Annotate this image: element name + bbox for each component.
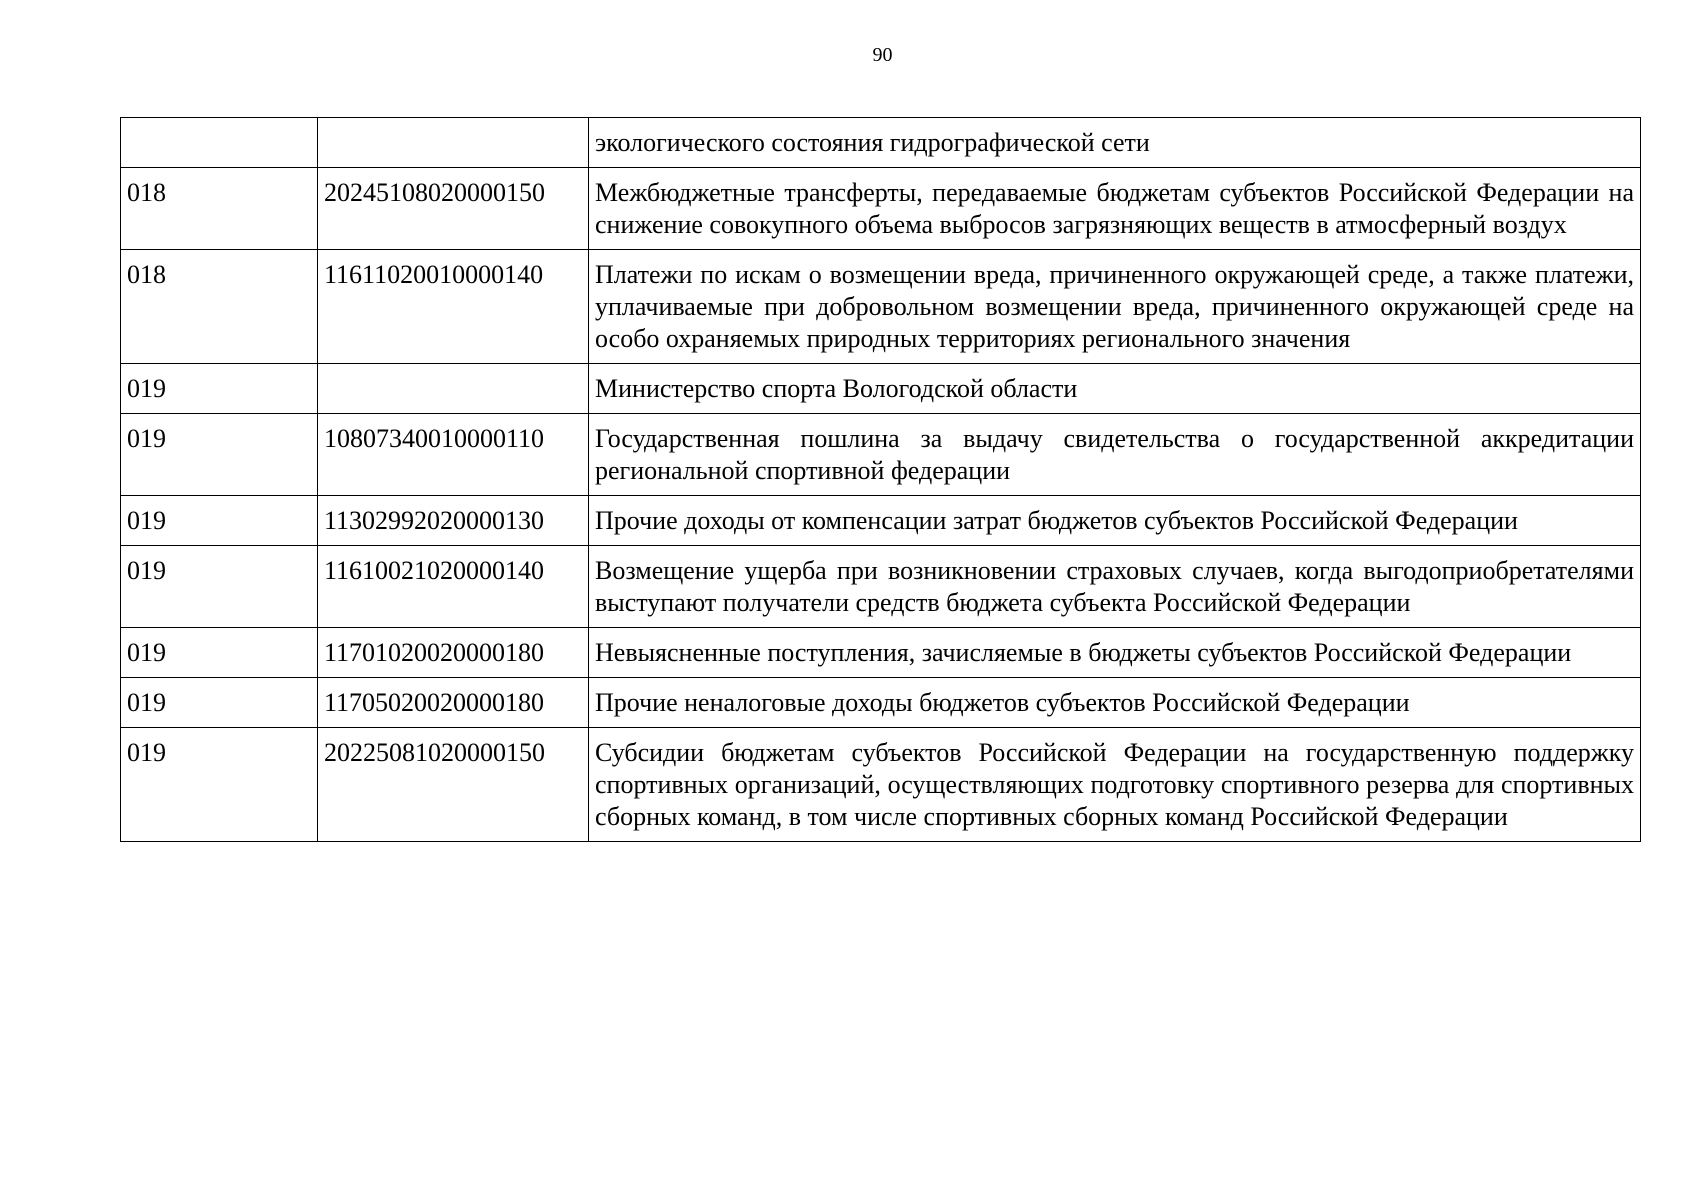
budget-code-cell: 11701020020000180 [318,628,589,678]
budget-code-cell: 10807340010000110 [318,414,589,496]
table-row [121,628,1641,678]
description-cell: Министерство спорта Вологодской области [589,364,1641,414]
admin-code-cell: 018 [121,250,318,364]
table-row [121,414,1641,496]
admin-code-cell: 018 [121,168,318,250]
table-row [121,678,1641,728]
description-cell: Платежи по искам о возмещении вреда, причиненного окружающей среде, а также платежи, уплачиваемые при добровольном возмещении вреда, причиненного окружающей среде на особо охраняемых природных территориях регионального значения [589,250,1641,364]
description-cell: экологического состояния гидрографической сети [589,118,1641,168]
table-row [121,250,1641,364]
admin-code-cell: 019 [121,728,318,842]
table-row [121,546,1641,628]
budget-classification-table [120,117,1641,842]
budget-code-cell: 11611020010000140 [318,250,589,364]
budget-code-cell: 20225081020000150 [318,728,589,842]
page-number: 90 [872,44,893,66]
admin-code-cell: 019 [121,678,318,728]
table-row [121,496,1641,546]
description-cell: Субсидии бюджетам субъектов Российской Федерации на государственную поддержку спортивных организаций, осуществляющих подготовку спортивного резерва для спортивных сборных команд, в том числе спортивных сборных команд Российской Федерации [589,728,1641,842]
budget-code-cell: 20245108020000150 [318,168,589,250]
admin-code-cell: 019 [121,628,318,678]
description-cell: Невыясненные поступления, зачисляемые в бюджеты субъектов Российской Федерации [589,628,1641,678]
description-cell: Прочие доходы от компенсации затрат бюджетов субъектов Российской Федерации [589,496,1641,546]
table-row [121,118,1641,168]
table-row [121,728,1641,842]
description-cell: Прочие неналоговые доходы бюджетов субъектов Российской Федерации [589,678,1641,728]
admin-code-cell: 019 [121,496,318,546]
description-cell: Межбюджетные трансферты, передаваемые бюджетам субъектов Российской Федерации на снижение совокупного объема выбросов загрязняющих веществ в атмосферный воздух [589,168,1641,250]
table-row [121,168,1641,250]
budget-code-cell [318,118,589,168]
description-cell: Государственная пошлина за выдачу свидетельства о государственной аккредитации региональной спортивной федерации [589,414,1641,496]
budget-code-cell: 11610021020000140 [318,546,589,628]
budget-code-cell [318,364,589,414]
description-cell: Возмещение ущерба при возникновении страховых случаев, когда выгодоприобретателями выступают получатели средств бюджета субъекта Российской Федерации [589,546,1641,628]
admin-code-cell: 019 [121,364,318,414]
admin-code-cell: 019 [121,546,318,628]
table-row [121,364,1641,414]
budget-code-cell: 11302992020000130 [318,496,589,546]
admin-code-cell: 019 [121,414,318,496]
budget-code-cell: 11705020020000180 [318,678,589,728]
admin-code-cell [121,118,318,168]
